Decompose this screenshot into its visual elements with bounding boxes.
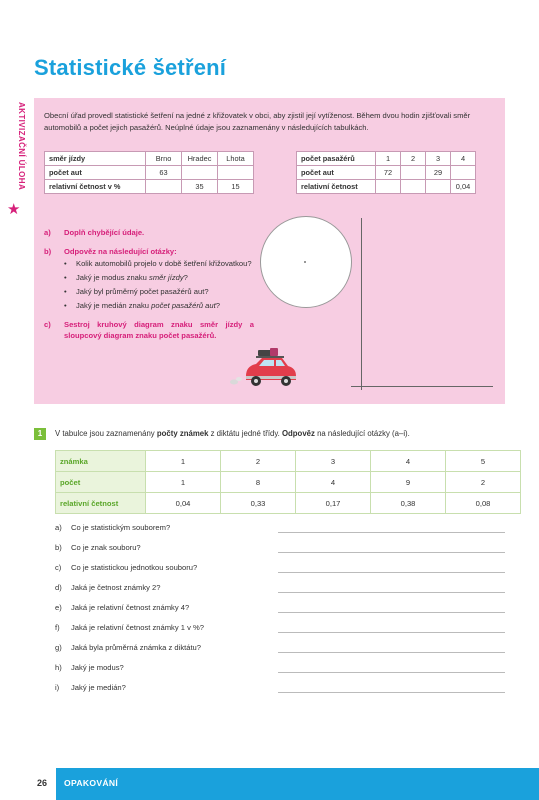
table-header-cell: známka <box>56 451 146 472</box>
question-text: Jaká je četnost známky 2? <box>71 583 161 592</box>
task-label: c) <box>44 320 51 329</box>
activity-side-label <box>6 102 28 222</box>
bullet: • <box>64 287 67 296</box>
question-label: h) <box>55 663 62 672</box>
answer-line[interactable] <box>278 572 505 573</box>
question-item <box>55 683 505 703</box>
table-cell: 0,17 <box>296 493 371 514</box>
bullet: • <box>64 301 67 310</box>
table-cell: 0,38 <box>371 493 446 514</box>
task-text: Doplň chybějící údaje. <box>64 228 145 237</box>
table-cell: 0,33 <box>221 493 296 514</box>
question-text: Kolik automobilů projelo v době šetření křižovatkou? <box>76 259 252 268</box>
intro-text: Obecní úřad provedl statistické šetření na jedné z křižovatek v obci, aby zjistil její vytíženost. Během dvou hodin zjišťovali směr automobilů a počet jejich pasažérů. Neúplné údaje jsou zaznamenány v následujících tabulkách. <box>44 111 471 132</box>
table-header-cell: počet <box>56 472 146 493</box>
car-illustration-icon <box>228 346 298 392</box>
exercise-number-badge: 1 <box>34 428 46 440</box>
table-cell <box>182 166 218 180</box>
table-cell <box>146 180 182 194</box>
table-row <box>56 451 521 472</box>
table-cell <box>401 180 426 194</box>
question-text: Jaký je medián? <box>71 683 126 692</box>
table-cell: počet pasažérů <box>297 152 376 166</box>
side-label-text: AKTIVIZAČNÍ ÚLOHA <box>17 102 26 191</box>
question-item <box>55 603 505 623</box>
activity-tasks <box>44 227 254 349</box>
bullet: • <box>64 259 67 268</box>
table-cell: 1 <box>376 152 401 166</box>
answer-line[interactable] <box>278 672 505 673</box>
table-cell: 15 <box>218 180 254 194</box>
table-row <box>56 472 521 493</box>
answer-line[interactable] <box>278 692 505 693</box>
instruction-text: V tabulce jsou zaznamenány <box>55 429 157 438</box>
table-row <box>45 166 254 180</box>
question-item <box>55 663 505 683</box>
task-text: Odpověz na následující otázky: <box>64 247 177 256</box>
table-cell: 2 <box>446 472 521 493</box>
star-icon: ★ <box>7 201 21 218</box>
question-text: Jaký je medián znaku <box>76 301 152 310</box>
table-cell: 72 <box>376 166 401 180</box>
table-cell <box>426 180 451 194</box>
section-label: OPAKOVÁNÍ <box>64 778 119 788</box>
answer-line[interactable] <box>278 532 505 533</box>
table-row <box>45 180 254 194</box>
question-label: a) <box>55 523 62 532</box>
table-cell: Lhota <box>218 152 254 166</box>
table-cell: směr jízdy <box>45 152 146 166</box>
table-cell: 0,08 <box>446 493 521 514</box>
answer-line[interactable] <box>278 652 505 653</box>
table-row <box>297 180 476 194</box>
question-item <box>55 583 505 603</box>
question-text: ? <box>183 273 188 282</box>
question-text: Jaká byla průměrná známka z diktátu? <box>71 643 202 652</box>
page-title: Statistické šetření <box>34 55 227 80</box>
table-cell: 1 <box>146 451 221 472</box>
list-item <box>64 258 254 269</box>
task-label: a) <box>44 228 51 237</box>
instruction-bold: počty známek <box>156 429 209 438</box>
question-text: Jaký byl průměrný počet pasažérů aut? <box>76 287 209 296</box>
table-cell: Brno <box>146 152 182 166</box>
answer-line[interactable] <box>278 592 505 593</box>
page-footer <box>0 768 539 800</box>
question-item <box>55 623 505 643</box>
bar-chart-y-axis <box>361 218 362 390</box>
grades-table <box>55 450 521 514</box>
question-text: Co je statistickým souborem? <box>71 523 171 532</box>
question-list <box>64 258 254 311</box>
table-cell: 2 <box>221 451 296 472</box>
question-label: i) <box>55 683 60 692</box>
table-cell: 8 <box>221 472 296 493</box>
table-row <box>297 166 476 180</box>
table-cell: 3 <box>426 152 451 166</box>
table-row <box>297 152 476 166</box>
page-number: 26 <box>37 778 48 788</box>
question-text: Jaká je relativní četnost známky 1 v %? <box>71 623 204 632</box>
table-cell: 2 <box>401 152 426 166</box>
question-text: Jaký je modus znaku <box>76 273 150 282</box>
page-number-box <box>0 768 56 800</box>
table-cell: 63 <box>146 166 182 180</box>
question-emphasis: počet pasažérů aut <box>151 301 216 310</box>
instruction-text: na následující otázky (a–i). <box>314 429 410 438</box>
bar-chart-x-axis <box>351 386 493 387</box>
table-cell: Hradec <box>182 152 218 166</box>
table-cell: relativní četnost v % <box>45 180 146 194</box>
question-list <box>55 523 505 703</box>
question-item <box>55 563 505 583</box>
bullet: • <box>64 273 67 282</box>
task-c <box>44 319 254 341</box>
list-item <box>64 300 254 311</box>
table-cell: 0,04 <box>451 180 476 194</box>
table-cell: relativní četnost <box>297 180 376 194</box>
passengers-table <box>296 151 476 194</box>
table-row <box>56 493 521 514</box>
table-cell: 4 <box>451 152 476 166</box>
pie-center-dot <box>304 261 306 263</box>
question-text: Jaká je relativní četnost známky 4? <box>71 603 190 612</box>
table-cell <box>218 166 254 180</box>
question-label: f) <box>55 623 60 632</box>
table-cell: 9 <box>371 472 446 493</box>
table-cell: 3 <box>296 451 371 472</box>
table-cell: 29 <box>426 166 451 180</box>
task-label: b) <box>44 247 52 256</box>
question-label: d) <box>55 583 62 592</box>
table-cell: počet aut <box>45 166 146 180</box>
answer-line[interactable] <box>278 552 505 553</box>
question-label: c) <box>55 563 62 572</box>
empty-pie-chart-circle <box>260 216 352 308</box>
table-cell: 4 <box>371 451 446 472</box>
direction-table <box>44 151 254 194</box>
instruction-text: z diktátu jedné třídy. <box>208 429 282 438</box>
question-text: ? <box>215 301 220 310</box>
table-cell: 0,04 <box>146 493 221 514</box>
task-a <box>44 227 254 238</box>
exercise-instructions <box>55 429 410 438</box>
table-cell: 4 <box>296 472 371 493</box>
question-emphasis: směr jízdy <box>149 273 184 282</box>
list-item <box>64 272 254 283</box>
question-label: b) <box>55 543 62 552</box>
question-item <box>55 523 505 543</box>
table-cell <box>376 180 401 194</box>
question-label: g) <box>55 643 62 652</box>
instruction-bold: Odpověz <box>281 429 315 438</box>
answer-line[interactable] <box>278 632 505 633</box>
table-row <box>45 152 254 166</box>
table-cell: 35 <box>182 180 218 194</box>
list-item <box>64 286 254 297</box>
question-text: Co je znak souboru? <box>71 543 141 552</box>
table-cell: počet aut <box>297 166 376 180</box>
task-text: Sestroj kruhový diagram znaku směr jízdy a sloupcový diagram znaku počet pasažérů. <box>64 320 254 340</box>
question-text: Co je statistickou jednotkou souboru? <box>71 563 198 572</box>
question-text: Jaký je modus? <box>71 663 124 672</box>
table-cell <box>401 166 426 180</box>
table-header-cell: relativní četnost <box>56 493 146 514</box>
answer-line[interactable] <box>278 612 505 613</box>
table-cell: 5 <box>446 451 521 472</box>
question-label: e) <box>55 603 62 612</box>
question-item <box>55 543 505 563</box>
question-item <box>55 643 505 663</box>
task-b <box>44 246 254 311</box>
table-cell <box>451 166 476 180</box>
table-cell: 1 <box>146 472 221 493</box>
